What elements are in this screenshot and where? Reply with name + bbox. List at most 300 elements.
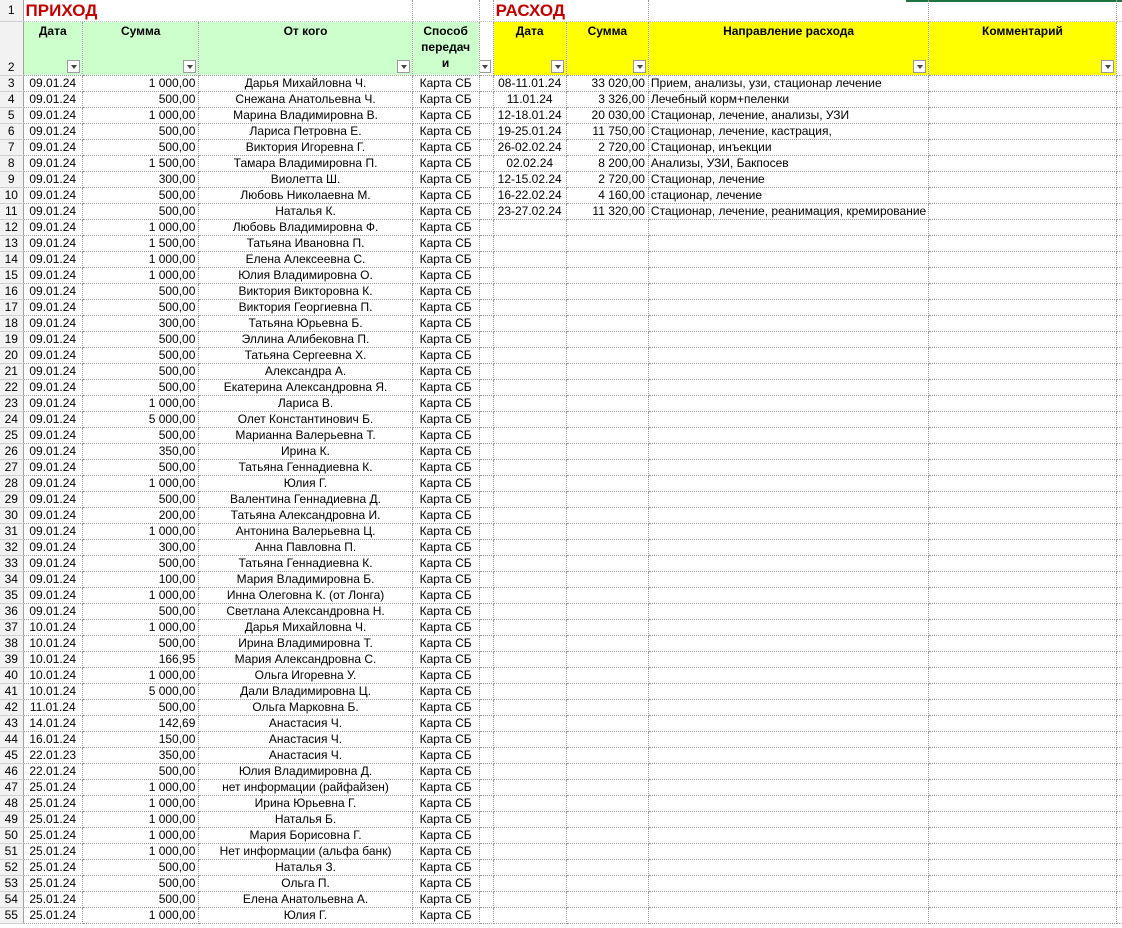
gap-cell[interactable] bbox=[479, 780, 493, 796]
expense-direction-cell[interactable] bbox=[648, 828, 928, 844]
income-date-cell[interactable]: 25.01.24 bbox=[23, 796, 82, 812]
income-from-cell[interactable]: Антонина Валерьевна Ц. bbox=[199, 524, 412, 540]
expense-direction-cell[interactable] bbox=[648, 268, 928, 284]
income-method-cell[interactable]: Карта СБ bbox=[412, 748, 479, 764]
expense-sum-cell[interactable] bbox=[566, 572, 648, 588]
expense-date-cell[interactable] bbox=[493, 732, 566, 748]
income-date-cell[interactable]: 09.01.24 bbox=[23, 252, 82, 268]
row-header[interactable]: 34 bbox=[0, 572, 23, 588]
income-date-cell[interactable]: 09.01.24 bbox=[23, 140, 82, 156]
expense-comment-cell[interactable] bbox=[929, 796, 1116, 812]
expense-comment-cell[interactable] bbox=[929, 572, 1116, 588]
income-from-cell[interactable]: Ирина К. bbox=[199, 444, 412, 460]
income-sum-cell[interactable]: 300,00 bbox=[82, 316, 198, 332]
expense-sum-cell[interactable] bbox=[566, 748, 648, 764]
row-header[interactable]: 28 bbox=[0, 476, 23, 492]
income-from-cell[interactable]: Наталья Б. bbox=[199, 812, 412, 828]
expense-comment-cell[interactable] bbox=[929, 556, 1116, 572]
income-sum-cell[interactable]: 500,00 bbox=[82, 764, 198, 780]
income-method-cell[interactable]: Карта СБ bbox=[412, 860, 479, 876]
expense-date-cell[interactable] bbox=[493, 876, 566, 892]
filter-dropdown-icon[interactable] bbox=[183, 60, 196, 73]
income-from-cell[interactable]: Юлия Г. bbox=[199, 908, 412, 924]
expense-comment-cell[interactable] bbox=[929, 156, 1116, 172]
expense-comment-cell[interactable] bbox=[929, 860, 1116, 876]
expense-sum-cell[interactable] bbox=[566, 252, 648, 268]
expense-comment-cell[interactable] bbox=[929, 460, 1116, 476]
row-header[interactable]: 54 bbox=[0, 892, 23, 908]
expense-sum-cell[interactable] bbox=[566, 908, 648, 924]
row-header[interactable]: 19 bbox=[0, 332, 23, 348]
gap-header[interactable] bbox=[479, 22, 493, 76]
expense-direction-cell[interactable] bbox=[648, 844, 928, 860]
income-sum-cell[interactable]: 200,00 bbox=[82, 508, 198, 524]
expense-comment-cell[interactable] bbox=[929, 252, 1116, 268]
income-from-cell[interactable]: Анастасия Ч. bbox=[199, 716, 412, 732]
income-from-cell[interactable]: Татьяна Геннадиевна К. bbox=[199, 556, 412, 572]
expense-sum-cell[interactable] bbox=[566, 604, 648, 620]
income-date-cell[interactable]: 09.01.24 bbox=[23, 444, 82, 460]
row-header[interactable]: 55 bbox=[0, 908, 23, 924]
expense-direction-cell[interactable] bbox=[648, 316, 928, 332]
income-from-cell[interactable]: Дали Владимировна Ц. bbox=[199, 684, 412, 700]
expense-comment-cell[interactable] bbox=[929, 508, 1116, 524]
gap-cell[interactable] bbox=[479, 412, 493, 428]
expense-direction-cell[interactable]: Стационар, лечение, реанимация, кремирование bbox=[648, 204, 928, 220]
income-date-cell[interactable]: 09.01.24 bbox=[23, 412, 82, 428]
row-header[interactable]: 3 bbox=[0, 76, 23, 92]
expense-direction-cell[interactable] bbox=[648, 748, 928, 764]
row-header[interactable]: 2 bbox=[0, 22, 23, 76]
income-sum-cell[interactable]: 500,00 bbox=[82, 364, 198, 380]
row-header[interactable]: 26 bbox=[0, 444, 23, 460]
income-sum-cell[interactable]: 142,69 bbox=[82, 716, 198, 732]
expense-date-cell[interactable] bbox=[493, 284, 566, 300]
income-sum-cell[interactable]: 500,00 bbox=[82, 332, 198, 348]
income-date-cell[interactable]: 09.01.24 bbox=[23, 364, 82, 380]
row-header[interactable]: 14 bbox=[0, 252, 23, 268]
expense-comment-cell[interactable] bbox=[929, 188, 1116, 204]
expense-date-cell[interactable] bbox=[493, 604, 566, 620]
expense-comment-cell[interactable] bbox=[929, 604, 1116, 620]
expense-direction-cell[interactable] bbox=[648, 252, 928, 268]
gap-cell[interactable] bbox=[479, 828, 493, 844]
income-sum-cell[interactable]: 1 500,00 bbox=[82, 236, 198, 252]
expense-date-cell[interactable] bbox=[493, 908, 566, 924]
expense-sum-cell[interactable] bbox=[566, 508, 648, 524]
expense-direction-cell[interactable] bbox=[648, 476, 928, 492]
income-sum-cell[interactable]: 1 000,00 bbox=[82, 476, 198, 492]
income-from-cell[interactable]: Виктория Георгиевна П. bbox=[199, 300, 412, 316]
row-header[interactable]: 4 bbox=[0, 92, 23, 108]
expense-sum-cell[interactable] bbox=[566, 796, 648, 812]
expense-comment-cell[interactable] bbox=[929, 780, 1116, 796]
income-date-cell[interactable]: 10.01.24 bbox=[23, 620, 82, 636]
expense-comment-cell[interactable] bbox=[929, 236, 1116, 252]
expense-date-cell[interactable] bbox=[493, 588, 566, 604]
income-method-cell[interactable]: Карта СБ bbox=[412, 140, 479, 156]
gap-cell[interactable] bbox=[479, 348, 493, 364]
cell[interactable] bbox=[648, 0, 928, 22]
gap-cell[interactable] bbox=[479, 140, 493, 156]
expense-date-cell[interactable] bbox=[493, 572, 566, 588]
gap-cell[interactable] bbox=[479, 316, 493, 332]
row-header[interactable]: 31 bbox=[0, 524, 23, 540]
expense-comment-cell[interactable] bbox=[929, 220, 1116, 236]
income-method-cell[interactable]: Карта СБ bbox=[412, 396, 479, 412]
expense-date-cell[interactable] bbox=[493, 892, 566, 908]
income-date-cell[interactable]: 09.01.24 bbox=[23, 556, 82, 572]
filter-dropdown-icon[interactable] bbox=[67, 60, 80, 73]
expense-direction-cell[interactable] bbox=[648, 588, 928, 604]
expense-comment-cell[interactable] bbox=[929, 892, 1116, 908]
income-method-cell[interactable]: Карта СБ bbox=[412, 252, 479, 268]
expense-comment-cell[interactable] bbox=[929, 108, 1116, 124]
row-header[interactable]: 6 bbox=[0, 124, 23, 140]
gap-cell[interactable] bbox=[479, 700, 493, 716]
income-sum-cell[interactable]: 1 000,00 bbox=[82, 844, 198, 860]
income-method-cell[interactable]: Карта СБ bbox=[412, 156, 479, 172]
income-from-cell[interactable]: Юлия Г. bbox=[199, 476, 412, 492]
expense-sum-cell[interactable] bbox=[566, 316, 648, 332]
expense-sum-cell[interactable]: 11 750,00 bbox=[566, 124, 648, 140]
gap-cell[interactable] bbox=[479, 460, 493, 476]
expense-title-cell[interactable] bbox=[493, 0, 648, 22]
income-from-cell[interactable]: Любовь Владимировна Ф. bbox=[199, 220, 412, 236]
income-date-cell[interactable]: 25.01.24 bbox=[23, 844, 82, 860]
gap-cell[interactable] bbox=[479, 252, 493, 268]
expense-date-cell[interactable] bbox=[493, 684, 566, 700]
gap-cell[interactable] bbox=[479, 284, 493, 300]
income-from-cell[interactable]: Виктория Игоревна Г. bbox=[199, 140, 412, 156]
expense-comment-cell[interactable] bbox=[929, 428, 1116, 444]
expense-sum-cell[interactable] bbox=[566, 236, 648, 252]
expense-sum-cell[interactable] bbox=[566, 428, 648, 444]
expense-sum-cell[interactable] bbox=[566, 332, 648, 348]
income-sum-cell[interactable]: 1 500,00 bbox=[82, 156, 198, 172]
cell[interactable] bbox=[412, 0, 479, 22]
expense-direction-cell[interactable] bbox=[648, 508, 928, 524]
expense-date-cell[interactable] bbox=[493, 300, 566, 316]
expense-direction-cell[interactable] bbox=[648, 572, 928, 588]
expense-sum-cell[interactable] bbox=[566, 460, 648, 476]
income-sum-cell[interactable]: 5 000,00 bbox=[82, 412, 198, 428]
income-sum-cell[interactable]: 1 000,00 bbox=[82, 908, 198, 924]
gap-cell[interactable] bbox=[479, 364, 493, 380]
income-method-cell[interactable]: Карта СБ bbox=[412, 412, 479, 428]
gap-cell[interactable] bbox=[479, 764, 493, 780]
income-from-cell[interactable]: Елена Алексеевна С. bbox=[199, 252, 412, 268]
gap-cell[interactable] bbox=[479, 860, 493, 876]
expense-direction-cell[interactable] bbox=[648, 684, 928, 700]
gap-cell[interactable] bbox=[479, 620, 493, 636]
income-sum-cell[interactable]: 500,00 bbox=[82, 300, 198, 316]
row-header[interactable]: 22 bbox=[0, 380, 23, 396]
gap-cell[interactable] bbox=[479, 732, 493, 748]
income-date-cell[interactable]: 22.01.23 bbox=[23, 748, 82, 764]
filter-dropdown-icon[interactable] bbox=[551, 60, 564, 73]
expense-date-cell[interactable] bbox=[493, 828, 566, 844]
expense-date-cell[interactable] bbox=[493, 540, 566, 556]
expense-sum-cell[interactable] bbox=[566, 860, 648, 876]
income-sum-cell[interactable]: 500,00 bbox=[82, 348, 198, 364]
row-header[interactable]: 16 bbox=[0, 284, 23, 300]
expense-sum-cell[interactable] bbox=[566, 444, 648, 460]
expense-sum-cell[interactable] bbox=[566, 220, 648, 236]
income-sum-cell[interactable]: 500,00 bbox=[82, 604, 198, 620]
income-from-cell[interactable]: Татьяна Юрьевна Б. bbox=[199, 316, 412, 332]
expense-sum-cell[interactable] bbox=[566, 844, 648, 860]
row-header[interactable]: 42 bbox=[0, 700, 23, 716]
expense-comment-cell[interactable] bbox=[929, 540, 1116, 556]
expense-sum-cell[interactable]: 2 720,00 bbox=[566, 140, 648, 156]
income-sum-cell[interactable]: 1 000,00 bbox=[82, 620, 198, 636]
income-method-cell[interactable]: Карта СБ bbox=[412, 540, 479, 556]
expense-direction-cell[interactable]: Лечебный корм+пеленки bbox=[648, 92, 928, 108]
income-method-cell[interactable]: Карта СБ bbox=[412, 460, 479, 476]
income-date-cell[interactable]: 16.01.24 bbox=[23, 732, 82, 748]
expense-comment-cell[interactable] bbox=[929, 284, 1116, 300]
expense-sum-cell[interactable]: 4 160,00 bbox=[566, 188, 648, 204]
income-method-cell[interactable]: Карта СБ bbox=[412, 796, 479, 812]
expense-sum-cell[interactable] bbox=[566, 716, 648, 732]
income-sum-cell[interactable]: 350,00 bbox=[82, 748, 198, 764]
expense-comment-cell[interactable] bbox=[929, 876, 1116, 892]
income-method-cell[interactable]: Карта СБ bbox=[412, 572, 479, 588]
expense-sum-cell[interactable] bbox=[566, 684, 648, 700]
filter-dropdown-icon[interactable] bbox=[479, 60, 491, 73]
expense-comment-cell[interactable] bbox=[929, 700, 1116, 716]
income-method-cell[interactable]: Карта СБ bbox=[412, 108, 479, 124]
expense-comment-cell[interactable] bbox=[929, 588, 1116, 604]
expense-sum-cell[interactable] bbox=[566, 620, 648, 636]
gap-cell[interactable] bbox=[479, 652, 493, 668]
gap-cell[interactable] bbox=[479, 220, 493, 236]
income-method-cell[interactable]: Карта СБ bbox=[412, 604, 479, 620]
income-method-cell[interactable]: Карта СБ bbox=[412, 556, 479, 572]
filter-dropdown-icon[interactable] bbox=[633, 60, 646, 73]
income-from-cell[interactable]: Лариса Петровна Е. bbox=[199, 124, 412, 140]
income-date-cell[interactable]: 09.01.24 bbox=[23, 476, 82, 492]
expense-comment-cell[interactable] bbox=[929, 444, 1116, 460]
row-header[interactable]: 20 bbox=[0, 348, 23, 364]
expense-sum-cell[interactable] bbox=[566, 668, 648, 684]
expense-date-cell[interactable]: 19-25.01.24 bbox=[493, 124, 566, 140]
income-from-cell[interactable]: Елена Анатольевна А. bbox=[199, 892, 412, 908]
income-date-cell[interactable]: 09.01.24 bbox=[23, 316, 82, 332]
income-sum-cell[interactable]: 500,00 bbox=[82, 892, 198, 908]
expense-direction-cell[interactable]: Стационар, лечение, анализы, УЗИ bbox=[648, 108, 928, 124]
expense-comment-cell[interactable] bbox=[929, 524, 1116, 540]
expense-direction-cell[interactable] bbox=[648, 524, 928, 540]
expense-date-cell[interactable]: 11.01.24 bbox=[493, 92, 566, 108]
income-sum-cell[interactable]: 500,00 bbox=[82, 860, 198, 876]
expense-date-cell[interactable] bbox=[493, 460, 566, 476]
income-sum-cell[interactable]: 1 000,00 bbox=[82, 220, 198, 236]
expense-direction-cell[interactable] bbox=[648, 380, 928, 396]
expense-comment-cell[interactable] bbox=[929, 684, 1116, 700]
income-method-cell[interactable]: Карта СБ bbox=[412, 492, 479, 508]
expense-sum-cell[interactable] bbox=[566, 396, 648, 412]
expense-direction-cell[interactable] bbox=[648, 364, 928, 380]
income-date-cell[interactable]: 09.01.24 bbox=[23, 492, 82, 508]
expense-comment-cell[interactable] bbox=[929, 492, 1116, 508]
income-method-cell[interactable]: Карта СБ bbox=[412, 92, 479, 108]
expense-date-cell[interactable] bbox=[493, 796, 566, 812]
row-header[interactable]: 45 bbox=[0, 748, 23, 764]
row-header[interactable]: 51 bbox=[0, 844, 23, 860]
row-header[interactable]: 30 bbox=[0, 508, 23, 524]
income-date-cell[interactable]: 09.01.24 bbox=[23, 540, 82, 556]
expense-comment-cell[interactable] bbox=[929, 908, 1116, 924]
gap-cell[interactable] bbox=[479, 716, 493, 732]
income-sum-cell[interactable]: 1 000,00 bbox=[82, 396, 198, 412]
expense-date-cell[interactable] bbox=[493, 380, 566, 396]
income-from-cell[interactable]: Анастасия Ч. bbox=[199, 732, 412, 748]
row-header[interactable]: 8 bbox=[0, 156, 23, 172]
income-from-cell[interactable]: Дарья Михайловна Ч. bbox=[199, 620, 412, 636]
expense-comment-cell[interactable] bbox=[929, 76, 1116, 92]
income-sum-cell[interactable]: 1 000,00 bbox=[82, 812, 198, 828]
expense-direction-cell[interactable] bbox=[648, 332, 928, 348]
expense-comment-cell[interactable] bbox=[929, 204, 1116, 220]
expense-comment-cell[interactable] bbox=[929, 476, 1116, 492]
row-header[interactable]: 35 bbox=[0, 588, 23, 604]
gap-cell[interactable] bbox=[479, 188, 493, 204]
expense-direction-cell[interactable]: стационар, лечение bbox=[648, 188, 928, 204]
expense-comment-cell[interactable] bbox=[929, 140, 1116, 156]
income-date-cell[interactable]: 09.01.24 bbox=[23, 348, 82, 364]
income-from-cell[interactable]: Инна Олеговна К. (от Лонга) bbox=[199, 588, 412, 604]
income-from-cell[interactable]: Наталья З. bbox=[199, 860, 412, 876]
gap-cell[interactable] bbox=[479, 844, 493, 860]
gap-cell[interactable] bbox=[479, 76, 493, 92]
row-header[interactable]: 53 bbox=[0, 876, 23, 892]
income-method-cell[interactable]: Карта СБ bbox=[412, 332, 479, 348]
income-sum-cell[interactable]: 500,00 bbox=[82, 876, 198, 892]
income-date-cell[interactable]: 09.01.24 bbox=[23, 524, 82, 540]
gap-cell[interactable] bbox=[479, 524, 493, 540]
expense-sum-cell[interactable] bbox=[566, 876, 648, 892]
income-method-cell[interactable]: Карта СБ bbox=[412, 764, 479, 780]
row-header[interactable]: 36 bbox=[0, 604, 23, 620]
expense-comment-cell[interactable] bbox=[929, 364, 1116, 380]
gap-cell[interactable] bbox=[479, 332, 493, 348]
income-date-cell[interactable]: 25.01.24 bbox=[23, 908, 82, 924]
income-date-cell[interactable]: 09.01.24 bbox=[23, 572, 82, 588]
income-date-cell[interactable]: 09.01.24 bbox=[23, 124, 82, 140]
income-date-cell[interactable]: 09.01.24 bbox=[23, 460, 82, 476]
row-header[interactable]: 40 bbox=[0, 668, 23, 684]
expense-sum-cell[interactable] bbox=[566, 476, 648, 492]
income-method-cell[interactable]: Карта СБ bbox=[412, 204, 479, 220]
row-header[interactable]: 10 bbox=[0, 188, 23, 204]
income-sum-cell[interactable]: 350,00 bbox=[82, 444, 198, 460]
expense-date-cell[interactable] bbox=[493, 620, 566, 636]
expense-direction-cell[interactable] bbox=[648, 348, 928, 364]
income-date-cell[interactable]: 25.01.24 bbox=[23, 812, 82, 828]
income-sum-cell[interactable]: 500,00 bbox=[82, 188, 198, 204]
income-title-cell[interactable] bbox=[23, 0, 412, 22]
gap-cell[interactable] bbox=[479, 156, 493, 172]
expense-date-cell[interactable] bbox=[493, 508, 566, 524]
expense-sum-cell[interactable]: 2 720,00 bbox=[566, 172, 648, 188]
expense-comment-cell[interactable] bbox=[929, 652, 1116, 668]
gap-cell[interactable] bbox=[479, 92, 493, 108]
row-header[interactable]: 49 bbox=[0, 812, 23, 828]
expense-comment-cell[interactable] bbox=[929, 172, 1116, 188]
gap-cell[interactable] bbox=[479, 604, 493, 620]
expense-comment-cell[interactable] bbox=[929, 396, 1116, 412]
gap-cell[interactable] bbox=[479, 540, 493, 556]
expense-date-cell[interactable]: 12-15.02.24 bbox=[493, 172, 566, 188]
gap-cell[interactable] bbox=[479, 492, 493, 508]
income-date-cell[interactable]: 09.01.24 bbox=[23, 508, 82, 524]
income-date-cell[interactable]: 25.01.24 bbox=[23, 780, 82, 796]
income-from-cell[interactable]: Наталья К. bbox=[199, 204, 412, 220]
income-method-cell[interactable]: Карта СБ bbox=[412, 812, 479, 828]
expense-sum-cell[interactable] bbox=[566, 780, 648, 796]
expense-comment-cell[interactable] bbox=[929, 716, 1116, 732]
row-header[interactable]: 11 bbox=[0, 204, 23, 220]
income-date-cell[interactable]: 09.01.24 bbox=[23, 284, 82, 300]
income-sum-cell[interactable]: 166,95 bbox=[82, 652, 198, 668]
expense-comment-cell[interactable] bbox=[929, 412, 1116, 428]
income-date-cell[interactable]: 11.01.24 bbox=[23, 700, 82, 716]
income-from-cell[interactable]: Виолетта Ш. bbox=[199, 172, 412, 188]
expense-date-cell[interactable] bbox=[493, 860, 566, 876]
expense-header-comment[interactable] bbox=[929, 22, 1116, 76]
income-from-cell[interactable]: Ирина Юрьевна Г. bbox=[199, 796, 412, 812]
gap-cell[interactable] bbox=[479, 204, 493, 220]
filter-dropdown-icon[interactable] bbox=[397, 60, 410, 73]
expense-direction-cell[interactable] bbox=[648, 668, 928, 684]
income-sum-cell[interactable]: 100,00 bbox=[82, 572, 198, 588]
income-date-cell[interactable]: 10.01.24 bbox=[23, 636, 82, 652]
income-from-cell[interactable]: нет информации (райфайзен) bbox=[199, 780, 412, 796]
income-method-cell[interactable]: Карта СБ bbox=[412, 892, 479, 908]
expense-direction-cell[interactable] bbox=[648, 492, 928, 508]
expense-sum-cell[interactable] bbox=[566, 268, 648, 284]
income-sum-cell[interactable]: 500,00 bbox=[82, 92, 198, 108]
row-header[interactable]: 52 bbox=[0, 860, 23, 876]
expense-date-cell[interactable] bbox=[493, 268, 566, 284]
row-header[interactable]: 33 bbox=[0, 556, 23, 572]
row-header[interactable]: 38 bbox=[0, 636, 23, 652]
expense-direction-cell[interactable] bbox=[648, 764, 928, 780]
income-sum-cell[interactable]: 500,00 bbox=[82, 460, 198, 476]
income-method-cell[interactable]: Карта СБ bbox=[412, 348, 479, 364]
expense-comment-cell[interactable] bbox=[929, 268, 1116, 284]
row-header[interactable]: 50 bbox=[0, 828, 23, 844]
expense-header-direction[interactable] bbox=[648, 22, 928, 76]
expense-sum-cell[interactable]: 8 200,00 bbox=[566, 156, 648, 172]
gap-cell[interactable] bbox=[479, 444, 493, 460]
income-date-cell[interactable]: 09.01.24 bbox=[23, 396, 82, 412]
income-from-cell[interactable]: Юлия Владимировна О. bbox=[199, 268, 412, 284]
income-method-cell[interactable]: Карта СБ bbox=[412, 300, 479, 316]
income-from-cell[interactable]: Эллина Алибековна П. bbox=[199, 332, 412, 348]
gap-cell[interactable] bbox=[479, 124, 493, 140]
income-date-cell[interactable]: 09.01.24 bbox=[23, 220, 82, 236]
gap-cell[interactable] bbox=[479, 876, 493, 892]
income-method-cell[interactable]: Карта СБ bbox=[412, 908, 479, 924]
gap-cell[interactable] bbox=[479, 556, 493, 572]
filter-dropdown-icon[interactable] bbox=[913, 60, 926, 73]
cell[interactable] bbox=[929, 0, 1116, 22]
income-method-cell[interactable]: Карта СБ bbox=[412, 188, 479, 204]
income-sum-cell[interactable]: 500,00 bbox=[82, 556, 198, 572]
